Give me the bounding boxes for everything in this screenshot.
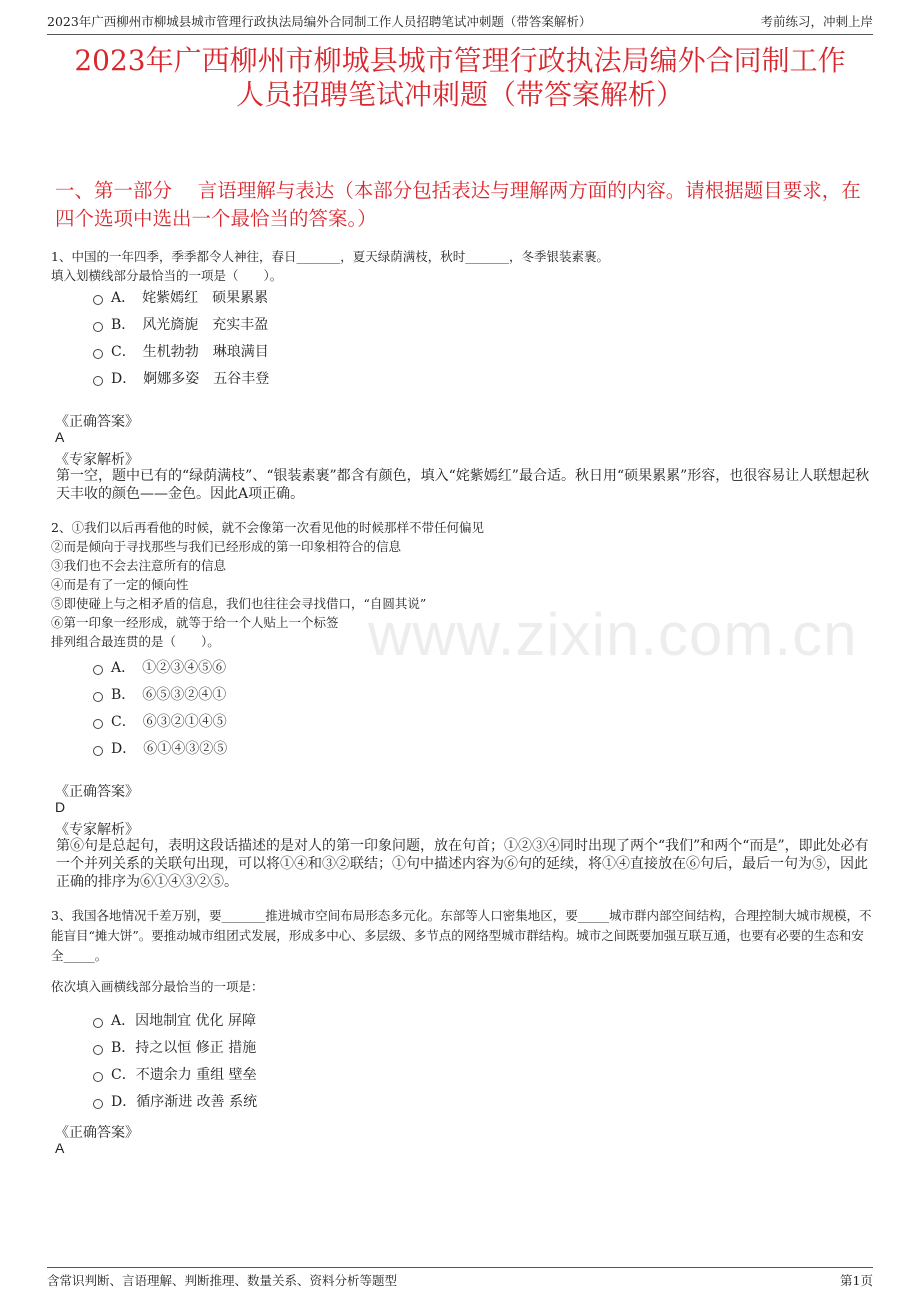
radio-button[interactable]	[93, 1045, 103, 1055]
q2-option-c[interactable]: C． ⑥③②①④⑤	[93, 712, 227, 732]
q1-option-c[interactable]: C． 生机勃勃 琳琅满目	[93, 342, 269, 362]
page-title	[40, 44, 880, 112]
question-2-line: ③我们也不会去注意所有的信息	[51, 558, 227, 573]
radio-button[interactable]	[93, 295, 103, 305]
q1-answer-label: 《正确答案》	[55, 414, 139, 430]
question-2-line: ⑥第一印象一经形成，就等于给一个人贴上一个标签	[51, 615, 339, 630]
radio-button[interactable]	[93, 719, 103, 729]
radio-button[interactable]	[93, 1018, 103, 1028]
section-heading: 一、第一部分 言语理解与表达（本部分包括表达与理解两方面的内容。请根据题目要求，在四个选项中选出一个最恰当的答案。）	[55, 179, 861, 230]
radio-button[interactable]	[93, 665, 103, 675]
q2-option-a[interactable]: A． ①②③④⑤⑥	[93, 658, 226, 678]
page-header	[47, 12, 873, 32]
question-2-line: 2、①我们以后再看他的时候，就不会像第一次看见他的时候那样不带任何偏见	[51, 520, 484, 535]
page-title-line2: 人员招聘笔试冲刺题（带答案解析）	[235, 78, 684, 111]
q2-analysis-label: 《专家解析》	[55, 822, 139, 838]
footer-categories: 含常识判断、言语理解、判断推理、数量关系、资料分析等题型	[47, 1273, 398, 1288]
q2-analysis: 第⑥句是总起句，表明这段话描述的是对人的第一印象问题，放在句首；①②③④同时出现了两个“我们”和两个“而是”，即此处必有一个并列关系的关联句出现，可以将①④和③②联结；①句中描述内容为⑥句的延续，将①④直接放在⑥句后，最后一句为⑤，因此正确的排序为⑥①④③②⑤。	[56, 838, 869, 890]
q3-answer-label: 《正确答案》	[55, 1125, 139, 1141]
radio-button[interactable]	[93, 692, 103, 702]
watermark: www.zixin.com.cn	[368, 601, 858, 668]
q1-analysis-label: 《专家解析》	[55, 452, 139, 468]
question-2-line: ⑤即使碰上与之相矛盾的信息，我们也往往会寻找借口，“自圆其说”	[51, 596, 427, 611]
question-2-line: ②而是倾向于寻找那些与我们已经形成的第一印象相符合的信息	[51, 539, 402, 554]
footer-rule	[47, 1267, 873, 1268]
question-1-stem: 1、中国的一年四季，季季都令人神往，春日_______，夏天绿荫满枝，秋时_______，冬季银装素裹。	[51, 249, 609, 264]
q3-option-c[interactable]: C．不遗余力 重组 壁垒	[93, 1065, 257, 1085]
q2-answer: D	[55, 799, 66, 815]
page-title-line1: 2023年广西柳州市柳城县城市管理行政执法局编外合同制工作	[74, 44, 846, 77]
radio-button[interactable]	[93, 349, 103, 359]
radio-button[interactable]	[93, 746, 103, 756]
radio-button[interactable]	[93, 322, 103, 332]
radio-button[interactable]	[93, 1099, 103, 1109]
q3-answer: A	[55, 1140, 65, 1156]
q1-option-b[interactable]: B． 风光旖旎 充实丰盈	[93, 315, 268, 335]
q3-option-d[interactable]: D．循序渐进 改善 系统	[93, 1092, 257, 1112]
q2-option-d[interactable]: D． ⑥①④③②⑤	[93, 739, 227, 759]
question-1	[51, 247, 874, 285]
question-2-line: ④而是有了一定的倾向性	[51, 577, 189, 592]
q3-option-a[interactable]: A．因地制宜 优化 屏障	[93, 1011, 256, 1031]
q2-answer-label: 《正确答案》	[55, 784, 139, 800]
header-slogan: 考前练习，冲刺上岸	[760, 14, 873, 29]
question-3-passage: 3、我国各地情况千差万别，要_______推进城市空间布局形态多元化。东部等人口密集地区，要_____城市群内部空间结构，合理控制大城市规模，不能盲目“摊大饼”。要推动城市组团式发展，形成多中心、多层级、多节点的网络型城市群结构。城市之间既要加强互联互通，也要有必要的生态和安全_____。	[51, 908, 872, 963]
question-1-prompt: 填入划横线部分最恰当的一项是（ ）。	[51, 268, 283, 283]
question-2-prompt: 排列组合最连贯的是（ ）。	[51, 634, 220, 649]
q1-answer: A	[55, 429, 65, 445]
header-doc-title: 2023年广西柳州市柳城县城市管理行政执法局编外合同制工作人员招聘笔试冲刺题（带答案解析）	[47, 14, 592, 29]
header-rule	[47, 34, 873, 35]
radio-button[interactable]	[93, 376, 103, 386]
page-number: 第1页	[840, 1273, 873, 1288]
q1-option-d[interactable]: D． 婀娜多姿 五谷丰登	[93, 369, 269, 389]
q1-option-a[interactable]: A． 姹紫嫣红 硕果累累	[93, 288, 268, 308]
q1-analysis: 第一空，题中已有的“绿荫满枝”、“银装素裹”都含有颜色，填入“姹紫嫣红”最合适。秋日用“硕果累累”形容，也很容易让人联想起秋天丰收的颜色——金色。因此A项正确。	[56, 468, 870, 502]
radio-button[interactable]	[93, 1072, 103, 1082]
q2-option-b[interactable]: B． ⑥⑤③②④①	[93, 685, 226, 705]
question-3-prompt: 依次填入画横线部分最恰当的一项是：	[51, 979, 264, 994]
q3-option-b[interactable]: B．持之以恒 修正 措施	[93, 1038, 256, 1058]
